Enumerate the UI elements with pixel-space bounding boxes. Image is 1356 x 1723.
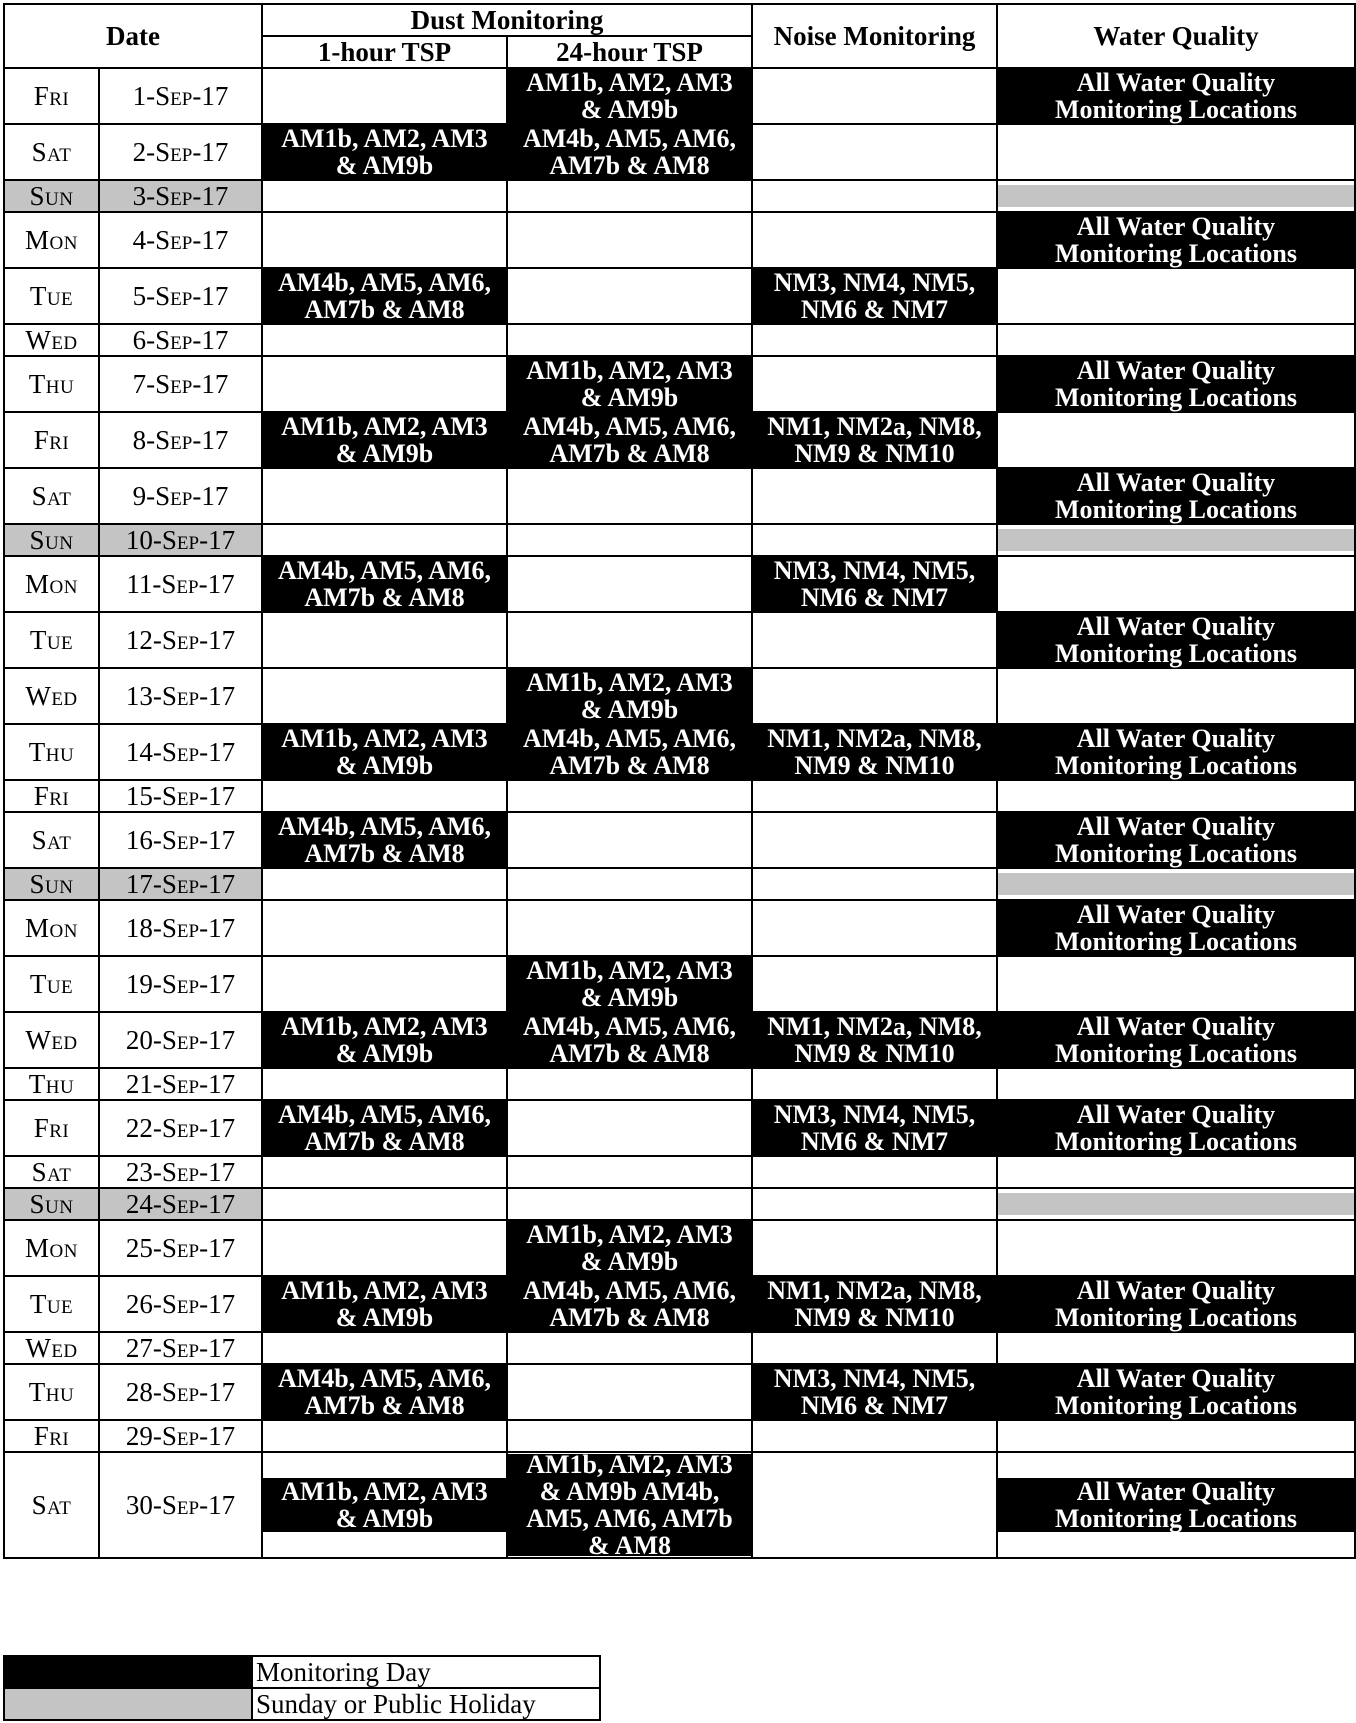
water-quality-cell — [997, 1156, 1355, 1188]
date-cell: 16-Sep-17 — [99, 812, 262, 868]
tsp-24hour-cell — [507, 556, 752, 612]
monitoring-day-marker: All Water Quality Monitoring Locations — [998, 725, 1354, 779]
monitoring-day-marker: AM1b, AM2, AM3 & AM9b AM4b, AM5, AM6, AM7b & AM8 — [508, 1454, 751, 1556]
date-cell: 17-Sep-17 — [99, 868, 262, 900]
tsp-24hour-cell — [507, 1276, 752, 1332]
tsp-24hour-cell — [507, 668, 752, 724]
tsp-24hour-cell — [507, 68, 752, 124]
tsp-1hour-cell — [262, 180, 507, 212]
date-cell: 1-Sep-17 — [99, 68, 262, 124]
noise-cell — [752, 1012, 997, 1068]
day-cell: Fri — [4, 68, 99, 124]
holiday-marker — [998, 1193, 1354, 1215]
noise-cell — [752, 780, 997, 812]
monitoring-day-marker: AM1b, AM2, AM3 & AM9b — [508, 669, 751, 723]
date-cell: 11-Sep-17 — [99, 556, 262, 612]
legend-holiday-swatch — [4, 1688, 252, 1720]
schedule-row — [4, 356, 1355, 412]
water-quality-cell — [997, 956, 1355, 1012]
schedule-row — [4, 1332, 1355, 1364]
schedule-row — [4, 412, 1355, 468]
water-quality-cell — [997, 1188, 1355, 1220]
tsp-1hour-cell — [262, 1012, 507, 1068]
tsp-1hour-cell — [262, 268, 507, 324]
monitoring-day-marker: AM1b, AM2, AM3 & AM9b — [263, 1277, 506, 1331]
tsp-24hour-cell — [507, 180, 752, 212]
tsp-1hour-cell — [262, 868, 507, 900]
tsp-1hour-cell — [262, 468, 507, 524]
water-quality-cell — [997, 1364, 1355, 1420]
tsp-24hour-cell — [507, 412, 752, 468]
schedule-row — [4, 268, 1355, 324]
date-cell: 14-Sep-17 — [99, 724, 262, 780]
date-cell: 3-Sep-17 — [99, 180, 262, 212]
monitoring-day-marker: NM3, NM4, NM5, NM6 & NM7 — [753, 1365, 996, 1419]
monitoring-day-marker: NM1, NM2a, NM8, NM9 & NM10 — [753, 413, 996, 467]
day-cell: Fri — [4, 1420, 99, 1452]
schedule-row — [4, 1420, 1355, 1452]
date-cell: 28-Sep-17 — [99, 1364, 262, 1420]
water-quality-cell — [997, 1100, 1355, 1156]
schedule-row — [4, 324, 1355, 356]
holiday-marker — [998, 185, 1354, 207]
tsp-24hour-cell — [507, 1188, 752, 1220]
day-cell: Fri — [4, 412, 99, 468]
tsp-1hour-cell — [262, 124, 507, 180]
noise-cell — [752, 1188, 997, 1220]
water-quality-cell — [997, 1276, 1355, 1332]
date-cell: 26-Sep-17 — [99, 1276, 262, 1332]
date-cell: 21-Sep-17 — [99, 1068, 262, 1100]
date-cell: 4-Sep-17 — [99, 212, 262, 268]
water-quality-cell — [997, 1220, 1355, 1276]
tsp-24hour-cell — [507, 868, 752, 900]
noise-cell — [752, 124, 997, 180]
tsp-24hour-cell — [507, 212, 752, 268]
day-cell: Tue — [4, 1276, 99, 1332]
noise-cell — [752, 868, 997, 900]
noise-cell — [752, 1220, 997, 1276]
schedule-row — [4, 868, 1355, 900]
date-cell: 23-Sep-17 — [99, 1156, 262, 1188]
noise-cell — [752, 356, 997, 412]
tsp-1hour-cell — [262, 900, 507, 956]
date-cell: 19-Sep-17 — [99, 956, 262, 1012]
noise-cell — [752, 180, 997, 212]
monitoring-day-marker: AM1b, AM2, AM3 & AM9b — [263, 1013, 506, 1067]
day-cell: Tue — [4, 956, 99, 1012]
schedule-row — [4, 212, 1355, 268]
day-cell: Sat — [4, 1156, 99, 1188]
day-cell: Wed — [4, 1332, 99, 1364]
day-cell: Fri — [4, 780, 99, 812]
noise-cell — [752, 324, 997, 356]
water-quality-cell — [997, 1332, 1355, 1364]
monitoring-schedule-table — [3, 3, 1356, 1559]
tsp-24hour-cell — [507, 1012, 752, 1068]
water-quality-cell — [997, 412, 1355, 468]
monitoring-day-marker: AM1b, AM2, AM3 & AM9b — [263, 1478, 506, 1532]
noise-cell — [752, 956, 997, 1012]
water-quality-cell — [997, 356, 1355, 412]
noise-cell — [752, 1364, 997, 1420]
tsp-1hour-cell — [262, 612, 507, 668]
legend — [3, 1655, 601, 1721]
day-cell: Mon — [4, 900, 99, 956]
water-quality-cell — [997, 68, 1355, 124]
water-quality-cell — [997, 868, 1355, 900]
noise-cell — [752, 812, 997, 868]
date-cell: 9-Sep-17 — [99, 468, 262, 524]
day-cell: Thu — [4, 356, 99, 412]
day-cell: Wed — [4, 668, 99, 724]
date-cell: 22-Sep-17 — [99, 1100, 262, 1156]
date-cell: 24-Sep-17 — [99, 1188, 262, 1220]
tsp-24hour-cell — [507, 1452, 752, 1558]
tsp-1hour-cell — [262, 1220, 507, 1276]
noise-cell — [752, 412, 997, 468]
noise-cell — [752, 212, 997, 268]
legend-holiday-label: Sunday or Public Holiday — [252, 1688, 600, 1720]
tsp-24hour-cell — [507, 524, 752, 556]
date-cell: 18-Sep-17 — [99, 900, 262, 956]
water-quality-cell — [997, 124, 1355, 180]
schedule-row — [4, 556, 1355, 612]
tsp-1hour-cell — [262, 1188, 507, 1220]
tsp-1hour-cell — [262, 724, 507, 780]
monitoring-day-marker: All Water Quality Monitoring Locations — [998, 901, 1354, 955]
tsp-24hour-cell — [507, 612, 752, 668]
tsp-24hour-cell — [507, 900, 752, 956]
monitoring-day-marker: NM1, NM2a, NM8, NM9 & NM10 — [753, 1277, 996, 1331]
day-cell: Wed — [4, 1012, 99, 1068]
date-cell: 12-Sep-17 — [99, 612, 262, 668]
tsp-1hour-cell — [262, 668, 507, 724]
tsp-24hour-cell — [507, 1100, 752, 1156]
water-quality-cell — [997, 556, 1355, 612]
date-cell: 6-Sep-17 — [99, 324, 262, 356]
day-cell: Thu — [4, 724, 99, 780]
day-cell: Sun — [4, 868, 99, 900]
tsp-1hour-cell — [262, 212, 507, 268]
water-quality-cell — [997, 268, 1355, 324]
monitoring-day-marker: AM4b, AM5, AM6, AM7b & AM8 — [508, 725, 751, 779]
water-quality-cell — [997, 668, 1355, 724]
water-quality-cell — [997, 180, 1355, 212]
monitoring-day-marker: All Water Quality Monitoring Locations — [998, 1478, 1354, 1532]
tsp-1hour-cell — [262, 1276, 507, 1332]
monitoring-day-marker: AM1b, AM2, AM3 & AM9b — [508, 357, 751, 411]
date-cell: 13-Sep-17 — [99, 668, 262, 724]
schedule-body — [4, 68, 1355, 1558]
schedule-row — [4, 1276, 1355, 1332]
monitoring-day-marker: All Water Quality Monitoring Locations — [998, 213, 1354, 267]
monitoring-day-marker: NM3, NM4, NM5, NM6 & NM7 — [753, 1101, 996, 1155]
tsp-1hour-cell — [262, 524, 507, 556]
schedule-row — [4, 1452, 1355, 1558]
schedule-row — [4, 780, 1355, 812]
monitoring-day-marker: AM4b, AM5, AM6, AM7b & AM8 — [263, 813, 506, 867]
monitoring-day-marker: AM1b, AM2, AM3 & AM9b — [263, 125, 506, 179]
tsp-1hour-cell — [262, 324, 507, 356]
tsp-1hour-cell — [262, 956, 507, 1012]
tsp-24hour-cell — [507, 468, 752, 524]
noise-cell — [752, 1452, 997, 1558]
legend-monitoring-label: Monitoring Day — [252, 1656, 600, 1688]
day-cell: Tue — [4, 268, 99, 324]
holiday-marker — [998, 529, 1354, 551]
day-cell: Sat — [4, 124, 99, 180]
tsp-1hour-cell — [262, 1068, 507, 1100]
day-cell: Sat — [4, 1452, 99, 1558]
date-cell: 29-Sep-17 — [99, 1420, 262, 1452]
date-cell: 5-Sep-17 — [99, 268, 262, 324]
schedule-row — [4, 524, 1355, 556]
schedule-row — [4, 956, 1355, 1012]
water-quality-cell — [997, 468, 1355, 524]
tsp-24hour-cell — [507, 780, 752, 812]
tsp-1hour-cell — [262, 356, 507, 412]
monitoring-day-marker: AM4b, AM5, AM6, AM7b & AM8 — [508, 413, 751, 467]
schedule-row — [4, 812, 1355, 868]
monitoring-day-marker: NM1, NM2a, NM8, NM9 & NM10 — [753, 1013, 996, 1067]
schedule-row — [4, 1012, 1355, 1068]
tsp-1hour-header: 1-hour TSP — [262, 36, 507, 68]
day-cell: Thu — [4, 1364, 99, 1420]
tsp-1hour-cell — [262, 780, 507, 812]
day-cell: Sat — [4, 812, 99, 868]
schedule-row — [4, 468, 1355, 524]
water-quality-cell — [997, 524, 1355, 556]
tsp-1hour-cell — [262, 1100, 507, 1156]
day-cell: Tue — [4, 612, 99, 668]
schedule-row — [4, 900, 1355, 956]
monitoring-day-marker: NM1, NM2a, NM8, NM9 & NM10 — [753, 725, 996, 779]
monitoring-day-marker: AM4b, AM5, AM6, AM7b & AM8 — [263, 1365, 506, 1419]
monitoring-day-marker: AM1b, AM2, AM3 & AM9b — [508, 957, 751, 1011]
tsp-1hour-cell — [262, 1156, 507, 1188]
water-quality-cell — [997, 900, 1355, 956]
tsp-24hour-header: 24-hour TSP — [507, 36, 752, 68]
water-quality-cell — [997, 212, 1355, 268]
schedule-row — [4, 668, 1355, 724]
holiday-marker — [998, 873, 1354, 895]
tsp-1hour-cell — [262, 812, 507, 868]
tsp-1hour-cell — [262, 68, 507, 124]
water-quality-cell — [997, 1012, 1355, 1068]
schedule-row — [4, 1156, 1355, 1188]
day-cell: Sun — [4, 1188, 99, 1220]
monitoring-day-marker: All Water Quality Monitoring Locations — [998, 613, 1354, 667]
monitoring-day-marker: AM1b, AM2, AM3 & AM9b — [263, 725, 506, 779]
monitoring-day-marker: NM3, NM4, NM5, NM6 & NM7 — [753, 269, 996, 323]
schedule-row — [4, 1220, 1355, 1276]
monitoring-day-marker: All Water Quality Monitoring Locations — [998, 1365, 1354, 1419]
water-quality-cell — [997, 1452, 1355, 1558]
water-quality-cell — [997, 780, 1355, 812]
monitoring-day-marker: All Water Quality Monitoring Locations — [998, 813, 1354, 867]
water-quality-cell — [997, 324, 1355, 356]
monitoring-day-marker: AM4b, AM5, AM6, AM7b & AM8 — [263, 269, 506, 323]
schedule-row — [4, 1100, 1355, 1156]
tsp-1hour-cell — [262, 412, 507, 468]
noise-cell — [752, 68, 997, 124]
monitoring-day-marker: AM1b, AM2, AM3 & AM9b — [508, 1221, 751, 1275]
monitoring-day-marker: All Water Quality Monitoring Locations — [998, 69, 1354, 123]
tsp-24hour-cell — [507, 268, 752, 324]
schedule-row — [4, 1188, 1355, 1220]
tsp-1hour-cell — [262, 1364, 507, 1420]
water-quality-cell — [997, 812, 1355, 868]
date-cell: 10-Sep-17 — [99, 524, 262, 556]
tsp-1hour-cell — [262, 556, 507, 612]
monitoring-day-marker: AM4b, AM5, AM6, AM7b & AM8 — [508, 1013, 751, 1067]
schedule-row — [4, 180, 1355, 212]
noise-cell — [752, 524, 997, 556]
noise-cell — [752, 668, 997, 724]
water-quality-cell — [997, 1420, 1355, 1452]
date-header: Date — [4, 4, 262, 68]
tsp-24hour-cell — [507, 1068, 752, 1100]
monitoring-day-marker: AM4b, AM5, AM6, AM7b & AM8 — [508, 125, 751, 179]
schedule-row — [4, 724, 1355, 780]
day-cell: Sun — [4, 180, 99, 212]
day-cell: Sat — [4, 468, 99, 524]
water-quality-cell — [997, 612, 1355, 668]
date-cell: 20-Sep-17 — [99, 1012, 262, 1068]
noise-cell — [752, 1068, 997, 1100]
noise-monitoring-header: Noise Monitoring — [752, 4, 997, 68]
monitoring-day-marker: NM3, NM4, NM5, NM6 & NM7 — [753, 557, 996, 611]
tsp-24hour-cell — [507, 356, 752, 412]
noise-cell — [752, 1276, 997, 1332]
date-cell: 2-Sep-17 — [99, 124, 262, 180]
day-cell: Mon — [4, 556, 99, 612]
day-cell: Mon — [4, 212, 99, 268]
day-cell: Fri — [4, 1100, 99, 1156]
noise-cell — [752, 1332, 997, 1364]
tsp-24hour-cell — [507, 124, 752, 180]
tsp-24hour-cell — [507, 324, 752, 356]
noise-cell — [752, 1156, 997, 1188]
dust-monitoring-header: Dust Monitoring — [262, 4, 752, 36]
tsp-24hour-cell — [507, 956, 752, 1012]
noise-cell — [752, 1420, 997, 1452]
noise-cell — [752, 468, 997, 524]
monitoring-day-marker: AM4b, AM5, AM6, AM7b & AM8 — [263, 557, 506, 611]
noise-cell — [752, 900, 997, 956]
schedule-row — [4, 1068, 1355, 1100]
noise-cell — [752, 724, 997, 780]
noise-cell — [752, 268, 997, 324]
day-cell: Sun — [4, 524, 99, 556]
date-cell: 7-Sep-17 — [99, 356, 262, 412]
tsp-24hour-cell — [507, 1220, 752, 1276]
date-cell: 15-Sep-17 — [99, 780, 262, 812]
day-cell: Mon — [4, 1220, 99, 1276]
date-cell: 30-Sep-17 — [99, 1452, 262, 1558]
schedule-row — [4, 1364, 1355, 1420]
noise-cell — [752, 1100, 997, 1156]
water-quality-header: Water Quality — [997, 4, 1355, 68]
tsp-1hour-cell — [262, 1452, 507, 1558]
day-cell: Thu — [4, 1068, 99, 1100]
monitoring-day-marker: All Water Quality Monitoring Locations — [998, 357, 1354, 411]
date-cell: 27-Sep-17 — [99, 1332, 262, 1364]
tsp-1hour-cell — [262, 1420, 507, 1452]
noise-cell — [752, 612, 997, 668]
date-cell: 8-Sep-17 — [99, 412, 262, 468]
noise-cell — [752, 556, 997, 612]
monitoring-day-marker: AM1b, AM2, AM3 & AM9b — [508, 69, 751, 123]
water-quality-cell — [997, 724, 1355, 780]
date-cell: 25-Sep-17 — [99, 1220, 262, 1276]
legend-monitoring-swatch — [4, 1656, 252, 1688]
tsp-24hour-cell — [507, 1420, 752, 1452]
tsp-24hour-cell — [507, 1332, 752, 1364]
schedule-row — [4, 68, 1355, 124]
tsp-24hour-cell — [507, 1156, 752, 1188]
tsp-1hour-cell — [262, 1332, 507, 1364]
monitoring-day-marker: All Water Quality Monitoring Locations — [998, 1277, 1354, 1331]
water-quality-cell — [997, 1068, 1355, 1100]
monitoring-day-marker: AM1b, AM2, AM3 & AM9b — [263, 413, 506, 467]
tsp-24hour-cell — [507, 724, 752, 780]
schedule-row — [4, 612, 1355, 668]
monitoring-day-marker: All Water Quality Monitoring Locations — [998, 469, 1354, 523]
tsp-24hour-cell — [507, 812, 752, 868]
monitoring-day-marker: All Water Quality Monitoring Locations — [998, 1013, 1354, 1067]
monitoring-day-marker: AM4b, AM5, AM6, AM7b & AM8 — [508, 1277, 751, 1331]
schedule-row — [4, 124, 1355, 180]
day-cell: Wed — [4, 324, 99, 356]
monitoring-day-marker: All Water Quality Monitoring Locations — [998, 1101, 1354, 1155]
monitoring-day-marker: AM4b, AM5, AM6, AM7b & AM8 — [263, 1101, 506, 1155]
tsp-24hour-cell — [507, 1364, 752, 1420]
